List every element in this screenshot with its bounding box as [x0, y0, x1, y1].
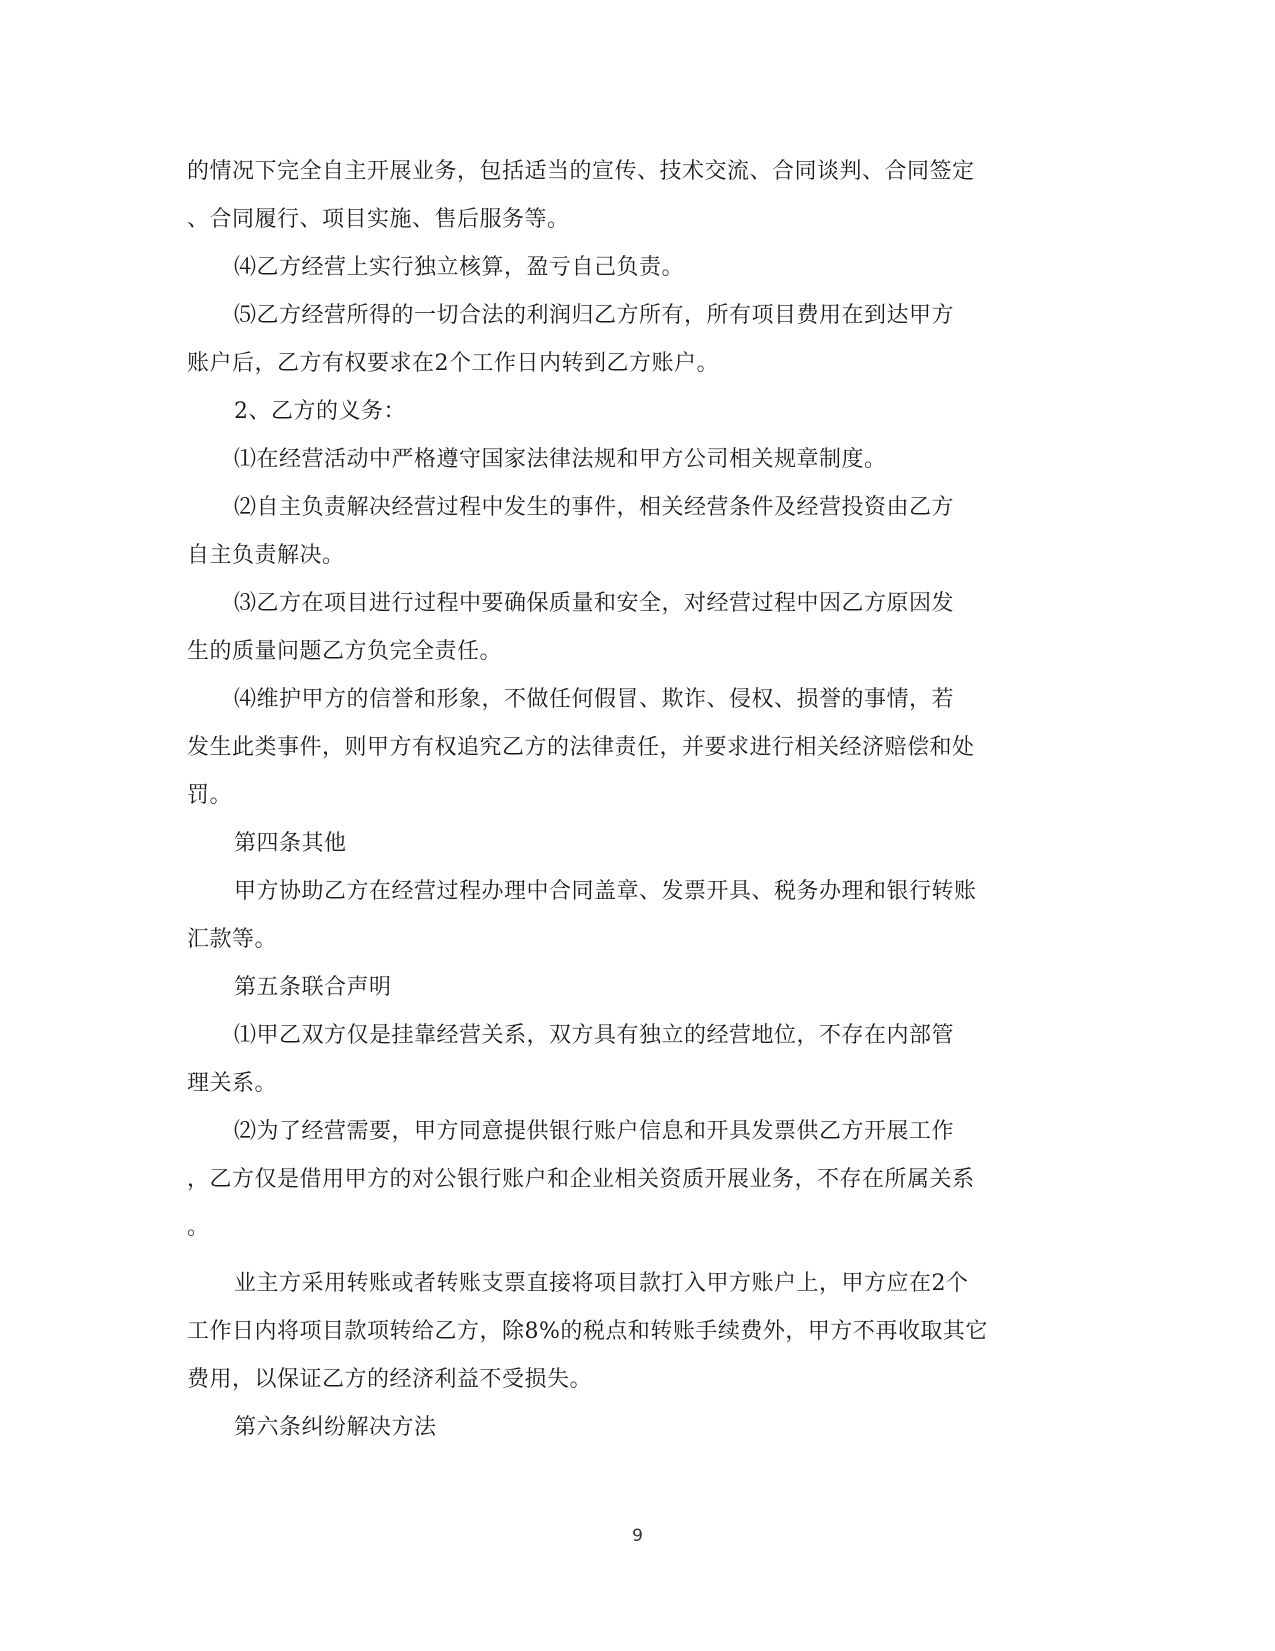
text-line: ⑸乙方经营所得的一切合法的利润归乙方所有，所有项目费用在到达甲方 — [234, 303, 955, 328]
section-heading: 第五条联合声明 — [234, 975, 392, 1000]
section-heading: 第四条其他 — [234, 831, 347, 856]
text-line: 甲方协助乙方在经营过程办理中合同盖章、发票开具、税务办理和银行转账 — [234, 879, 977, 904]
text-line: 的情况下完全自主开展业务，包括适当的宣传、技术交流、合同谈判、合同签定 — [187, 159, 975, 184]
text-line: 账户后，乙方有权要求在2个工作日内转到乙方账户。 — [187, 351, 719, 376]
text-line: ⑴在经营活动中严格遵守国家法律法规和甲方公司相关规章制度。 — [234, 447, 887, 472]
text-line: 工作日内将项目款项转给乙方，除8%的税点和转账手续费外，甲方不再收取其它 — [187, 1319, 988, 1344]
section-heading: 第六条纠纷解决方法 — [234, 1415, 437, 1440]
paragraph-gap — [187, 1252, 1027, 1260]
text-line: ⑴甲乙双方仅是挂靠经营关系，双方具有独立的经营地位，不存在内部管 — [234, 1023, 955, 1048]
text-line: 业主方采用转账或者转账支票直接将项目款打入甲方账户上，甲方应在2个 — [234, 1271, 969, 1296]
text-line: 发生此类事件，则甲方有权追究乙方的法律责任，并要求进行相关经济赔偿和处 — [187, 735, 975, 760]
page-number: 9 — [632, 1526, 643, 1546]
text-line: 2、乙方的义务： — [234, 399, 406, 424]
body-text — [187, 148, 1027, 1452]
text-line: 自主负责解决。 — [187, 543, 345, 568]
text-line: ⑵自主负责解决经营过程中发生的事件，相关经营条件及经营投资由乙方 — [234, 495, 955, 520]
text-line: 费用，以保证乙方的经济利益不受损失。 — [187, 1367, 593, 1392]
text-line: 罚。 — [187, 783, 233, 808]
text-line: ⑷乙方经营上实行独立核算，盈亏自己负责。 — [234, 255, 685, 280]
text-line: 。 — [187, 1215, 210, 1240]
text-line: 汇款等。 — [187, 927, 278, 952]
text-line: 生的质量问题乙方负完全责任。 — [187, 639, 503, 664]
text-line: ，乙方仅是借用甲方的对公银行账户和企业相关资质开展业务，不存在所属关系 — [187, 1167, 975, 1192]
text-line: ⑷维护甲方的信誉和形象，不做任何假冒、欺诈、侵权、损誉的事情，若 — [234, 687, 955, 712]
text-line: ⑶乙方在项目进行过程中要确保质量和安全，对经营过程中因乙方原因发 — [234, 591, 955, 616]
text-line: ⑵为了经营需要，甲方同意提供银行账户信息和开具发票供乙方开展工作 — [234, 1119, 955, 1144]
text-line: 理关系。 — [187, 1071, 278, 1096]
text-line: 、合同履行、项目实施、售后服务等。 — [187, 207, 570, 232]
